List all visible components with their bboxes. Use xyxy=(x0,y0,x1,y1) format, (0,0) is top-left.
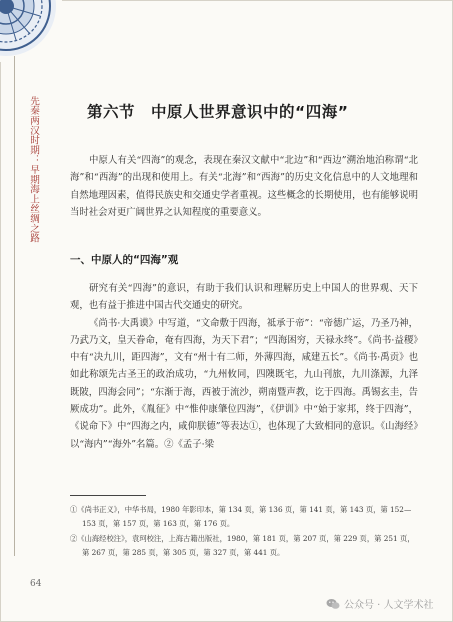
paragraph-1: 研究有关“四海”的意识，有助于我们认识和理解历史上中国人的世界观、天下观，也有益于推进中国古代交通史的研究。 xyxy=(70,283,418,312)
watermark xyxy=(326,596,434,611)
sidebar-rule xyxy=(14,56,15,556)
main-text-block xyxy=(70,280,418,453)
running-head: 先秦两汉时期：早期海上丝绸之路 xyxy=(28,96,39,243)
intro-paragraph: 中原人有关“四海”的观念，表现在秦汉文献中“北边”和“西边”溯治地泊称谓“北海”和“西海”的出现和使用上。有关“北海”和“西海”的历史文化信息中的人文地理和自然地理因素，值得民族史和交通史学者重视。这些概念的长期使用，也有能够说明当时社会对更广阔世界之认知程度的重要意义。 xyxy=(70,155,418,218)
section-title: 第六节 中原人世界意识中的“四海” xyxy=(87,103,349,121)
page-number: 64 xyxy=(30,579,42,589)
wechat-icon xyxy=(326,598,340,610)
paragraph-2: 《尚书·大禹谟》中写道，“文命敷于四海，祗承于帝”：“帝德广运，乃圣乃神，乃武乃文，皇天眷命，奄有四海，为天下君”；“四海困穷，天禄永终”。《尚书·益稷》中有“决九川，距四海”，文有“州十有二师，外薄四海，咸建五长”。《尚书·禹贡》也如此称颂先古圣王的政治成功，“九州攸同，四隩既宅，九山刊旅，九川涤源，九泽既陂，四海会同”；“东渐于海，西被于流沙，朔南暨声教，讫于四海。禹锡玄圭，告厥成功”。此外，《胤征》中“惟仲康肇位四海”，《伊训》中“始于家邦，终于四海”，《说命下》中“四海之内，咸仰朕德”等表达①，也体现了大致相同的意识。《山海经》以“海内”“海外”名篇。②《孟子·梁 xyxy=(70,317,418,450)
corner-ornament-icon xyxy=(0,0,62,62)
footnotes xyxy=(70,503,420,561)
watermark-text: 公众号 · 人文学术社 xyxy=(344,600,434,611)
footnote-1: ①《尚书正义》，中华书局，1980 年影印本，第 134 页，第 136 页，第 141 页，第 143 页，第 152—153 页，第 157 页，第 163 页，第 176 页。 xyxy=(70,505,412,528)
footnote-rule xyxy=(70,495,146,496)
subheading: 一、中原人的“四海”观 xyxy=(70,254,179,266)
footnote-2: ②《山海经校注》，袁珂校注，上海古籍出版社，1980，第 181 页，第 207 页，第 229 页，第 251 页，第 267 页，第 285 页，第 305 页，第 327 页，第 441 页。 xyxy=(70,534,415,557)
intro-block xyxy=(70,152,418,221)
